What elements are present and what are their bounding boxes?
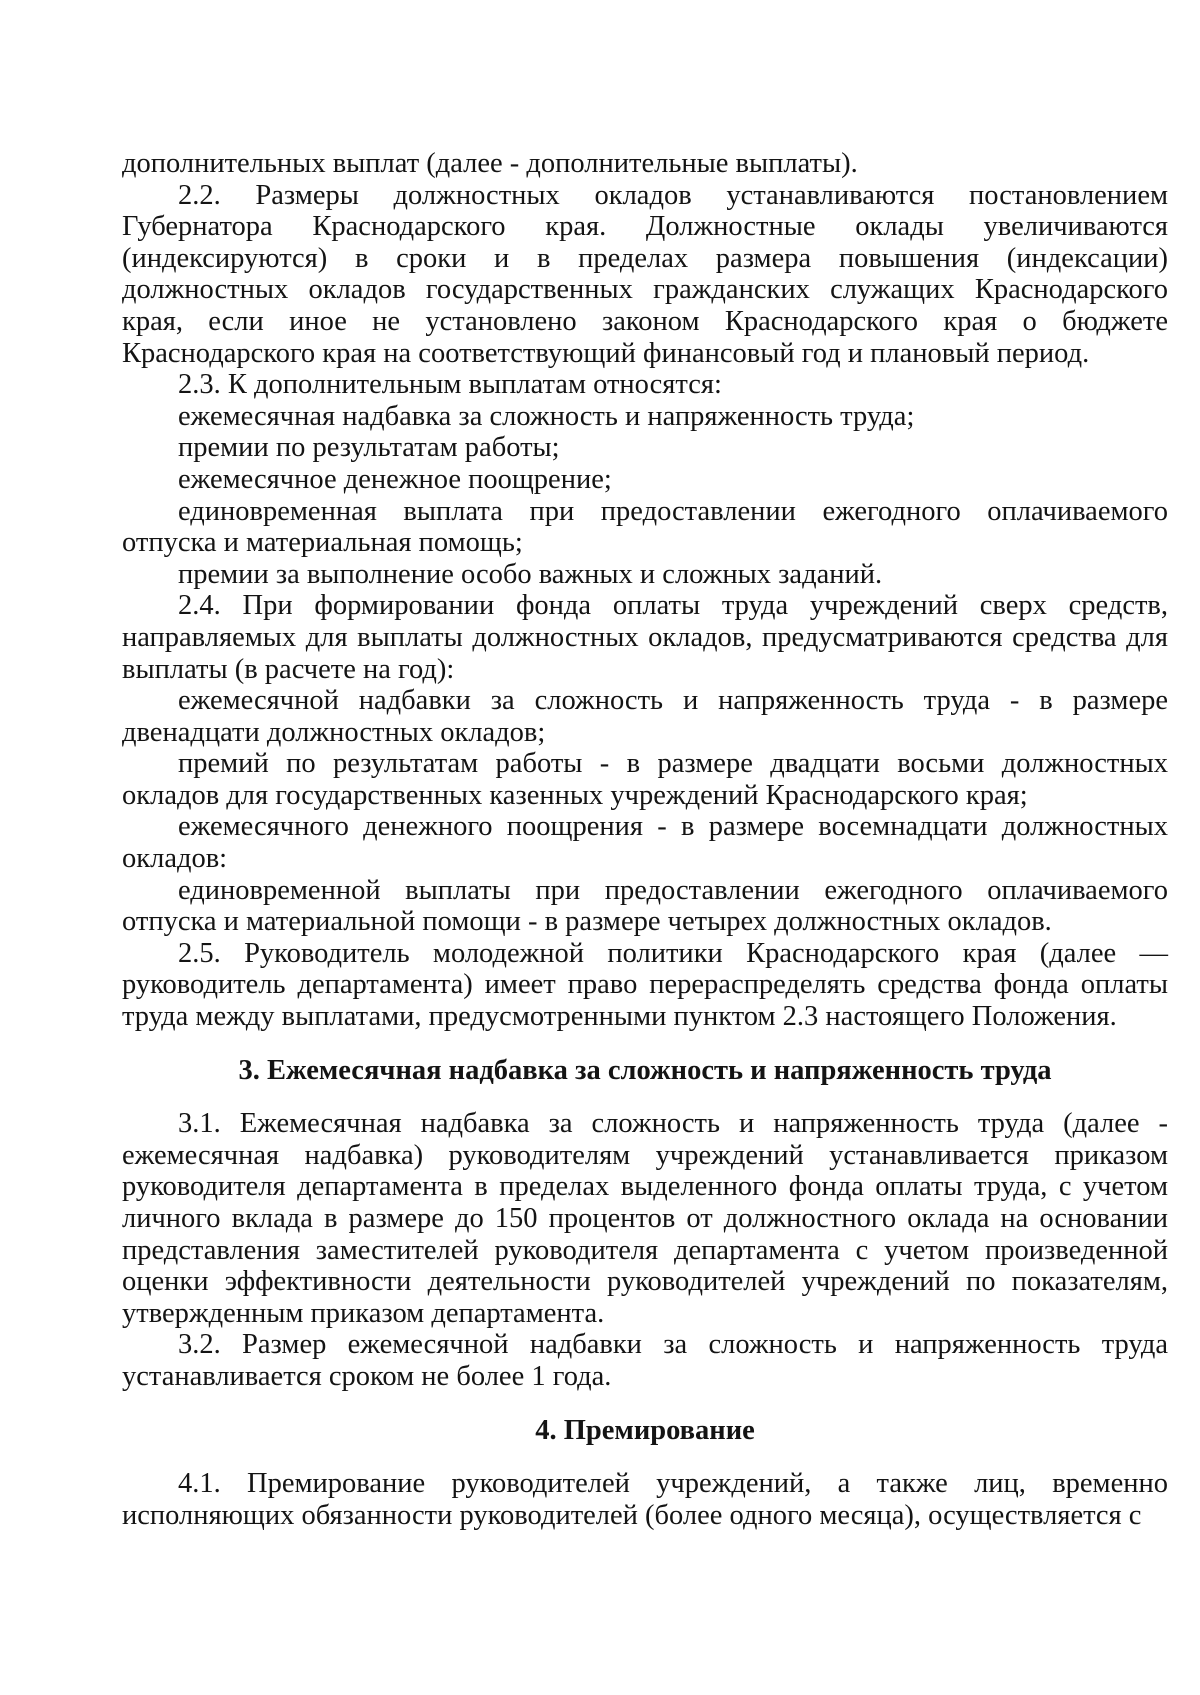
paragraph: ежемесячное денежное поощрение; <box>178 463 612 495</box>
paragraph: 4.1. Премирование руководителей учреждений, а также лиц, временно исполняющих обязанности руководителей (более одного месяца), осуществляется с <box>122 1468 1168 1531</box>
paragraph: единовременной выплаты при предоставлении ежегодного оплачиваемого отпуска и материальной помощи - в размере четырех должностных окладов. <box>122 874 1168 938</box>
section-4-paragraphs <box>122 1468 1168 1531</box>
paragraph: премий по результатам работы - в размере двадцати восьми должностных окладов для государственных казенных учреждений Краснодарского края; <box>122 748 1168 811</box>
paragraph: ежемесячной надбавки за сложность и напряженность труда - в размере двенадцати должностных окладов; <box>122 685 1168 748</box>
paragraph: 2.3. К дополнительным выплатам относятся: <box>178 369 722 401</box>
heading-section-4: 4. Премирование <box>535 1414 755 1446</box>
paragraph: ежемесячная надбавка за сложность и напряженность труда; <box>178 400 915 432</box>
section-3-paragraphs <box>122 1108 1168 1392</box>
paragraph: дополнительных выплат (далее - дополнительные выплаты). <box>122 148 858 179</box>
paragraph: 3.1. Ежемесячная надбавка за сложность и напряженность труда (далее - ежемесячная надбавка) руководителям учреждений устанавливается приказом руководителя департамента в пределах выделенного фонда оплаты труда, с учетом личного вклада в размере до 150 процентов от должностного оклада на основании представления заместителей руководителя департамента с учетом произведенной оценки эффективности деятельности руководителей учреждений по показателям, утвержденным приказом департамента. <box>122 1108 1168 1329</box>
paragraph: ежемесячного денежного поощрения - в размере восемнадцати должностных окладов: <box>122 811 1168 875</box>
paragraph: премии за выполнение особо важных и сложных заданий. <box>178 558 883 590</box>
paragraph: 2.4. При формировании фонда оплаты труда учреждений сверх средств, направляемых для выплаты должностных окладов, предусматриваются средства для выплаты (в расчете на год): <box>122 590 1168 685</box>
paragraph: 2.2. Размеры должностных окладов устанавливаются постановлением Губернатора Краснодарского края. Должностные оклады увеличиваются (индексируются) в сроки и в пределах размера повышения (индексации) должностных окладов государственных гражданских служащих Краснодарского края, если иное не установлено законом Краснодарского края о бюджете Краснодарского края на соответствующий финансовый год и плановый период. <box>122 179 1168 369</box>
paragraph: 2.5. Руководитель молодежной политики Краснодарского края (далее — руководитель департамента) имеет право перераспределять средства фонда оплаты труда между выплатами, предусмотренными пунктом 2.3 настоящего Положения. <box>122 937 1168 1033</box>
paragraph: 3.2. Размер ежемесячной надбавки за сложность и напряженность труда устанавливается сроком не более 1 года. <box>122 1329 1168 1392</box>
paragraph: единовременная выплата при предоставлении ежегодного оплачиваемого отпуска и материальная помощь; <box>122 495 1168 559</box>
paragraph: премии по результатам работы; <box>178 432 560 464</box>
heading-section-3: 3. Ежемесячная надбавка за сложность и напряженность труда <box>238 1054 1052 1086</box>
document-body <box>122 148 1168 1531</box>
section-2-paragraphs <box>122 148 1168 1033</box>
